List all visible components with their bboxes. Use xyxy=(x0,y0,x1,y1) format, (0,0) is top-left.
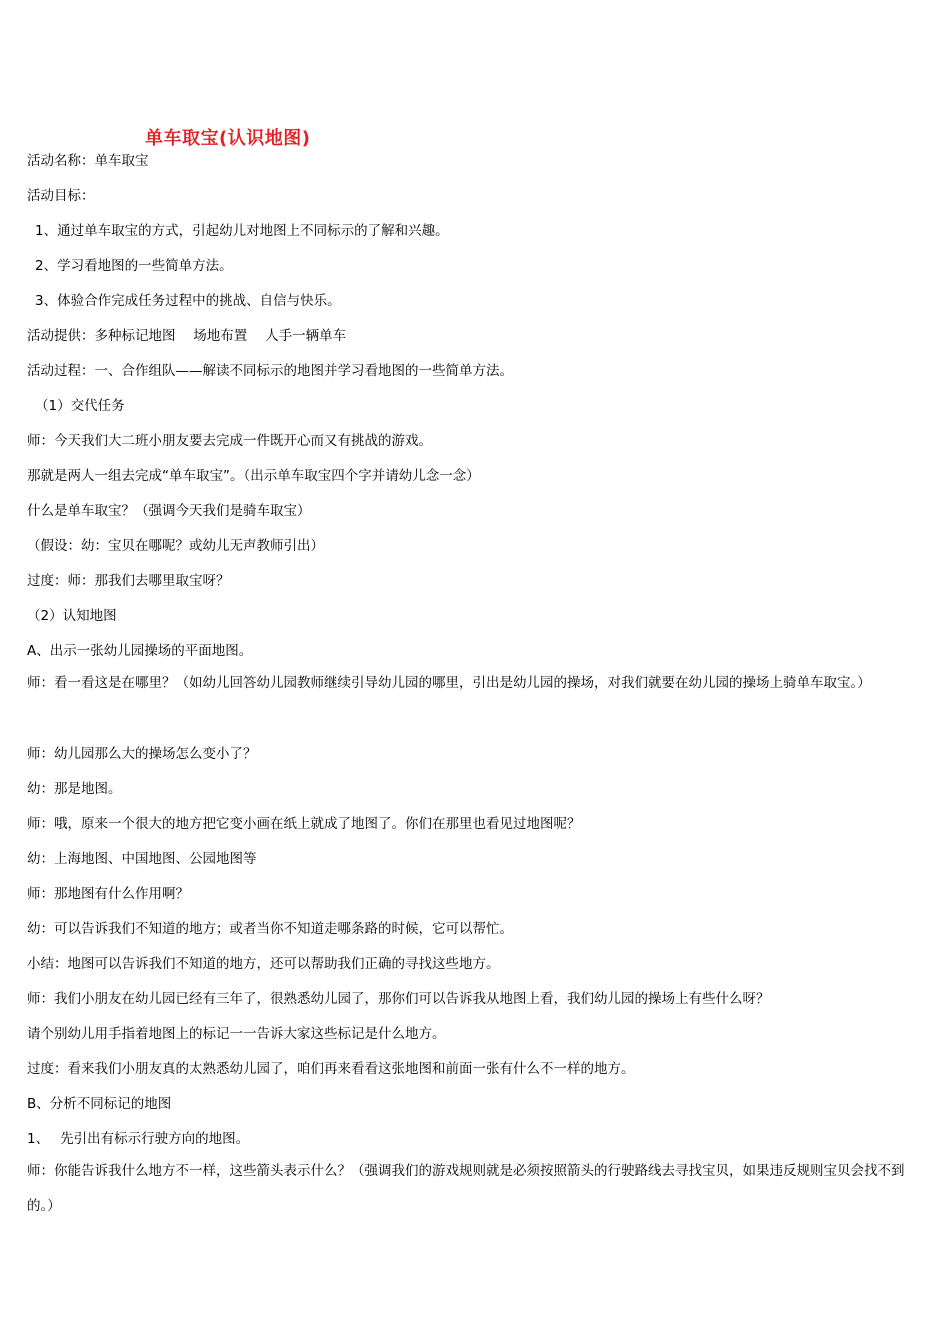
paragraph-line: 什么是单车取宝？（强调今天我们是骑车取宝） xyxy=(27,503,311,519)
activity-name-line: 活动名称：单车取宝 xyxy=(27,153,149,169)
paragraph-line: 请个别幼儿用手指着地图上的标记一一告诉大家这些标记是什么地方。 xyxy=(27,1026,446,1042)
paragraph-line: 过度：看来我们小朋友真的太熟悉幼儿园了，咱们再来看看这张地图和前面一张有什么不一样的地方。 xyxy=(27,1061,635,1077)
activity-process-line: 活动过程：一、合作组队——解读不同标示的地图并学习看地图的一些简单方法。 xyxy=(27,363,513,379)
paragraph-line: 师：那地图有什么作用啊？ xyxy=(27,886,189,902)
subsection-heading-b: B、分析不同标记的地图 xyxy=(27,1096,172,1112)
paragraph-line: （假设：幼：宝贝在哪呢？或幼儿无声教师引出） xyxy=(27,538,324,554)
activity-materials-line: 活动提供：多种标记地图 场地布置 人手一辆单车 xyxy=(27,328,347,344)
activity-goal-label: 活动目标： xyxy=(27,188,95,204)
section-heading-1: （1）交代任务 xyxy=(35,398,125,414)
numbered-item-1: 1、 先引出有标示行驶方向的地图。 xyxy=(27,1131,250,1147)
paragraph-wrapped: 师：你能告诉我什么地方不一样，这些箭头表示什么？（强调我们的游戏规则就是必须按照箭头的行驶路线去寻找宝贝，如果违反规则宝贝会找不到的。） xyxy=(27,1163,905,1214)
paragraph-line: 幼：可以告诉我们不知道的地方；或者当你不知道走哪条路的时候，它可以帮忙。 xyxy=(27,921,513,937)
paragraph-line: 师：哦，原来一个很大的地方把它变小画在纸上就成了地图了。你们在那里也看见过地图呢？ xyxy=(27,816,581,832)
paragraph-line: 过度：师：那我们去哪里取宝呀？ xyxy=(27,573,230,589)
document-title: 单车取宝(认识地图) xyxy=(145,128,311,149)
paragraph-wrapped: 师：看一看这是在哪里？（如幼儿回答幼儿园教师继续引导幼儿园的哪里，引出是幼儿园的操场，对我们就要在幼儿园的操场上骑单车取宝。） xyxy=(27,675,871,691)
paragraph-line: 幼：那是地图。 xyxy=(27,781,122,797)
goal-item-2: 2、学习看地图的一些简单方法。 xyxy=(35,258,233,274)
paragraph-line: 师：我们小朋友在幼儿园已经有三年了，很熟悉幼儿园了，那你们可以告诉我从地图上看，我们幼儿园的操场上有些什么呀？ xyxy=(27,991,770,1007)
subsection-heading-a: A、出示一张幼儿园操场的平面地图。 xyxy=(27,643,253,659)
goal-item-3: 3、体验合作完成任务过程中的挑战、自信与快乐。 xyxy=(35,293,341,309)
section-heading-2: （2）认知地图 xyxy=(27,608,117,624)
paragraph-line: 师：今天我们大二班小朋友要去完成一件既开心而又有挑战的游戏。 xyxy=(27,433,432,449)
goal-item-1: 1、通过单车取宝的方式，引起幼儿对地图上不同标示的了解和兴趣。 xyxy=(35,223,449,239)
paragraph-line: 幼：上海地图、中国地图、公园地图等 xyxy=(27,851,257,867)
paragraph-line: 那就是两人一组去完成“单车取宝”。（出示单车取宝四个字并请幼儿念一念） xyxy=(27,468,480,484)
paragraph-line: 师：幼儿园那么大的操场怎么变小了？ xyxy=(27,746,257,762)
summary-line: 小结：地图可以告诉我们不知道的地方，还可以帮助我们正确的寻找这些地方。 xyxy=(27,956,500,972)
